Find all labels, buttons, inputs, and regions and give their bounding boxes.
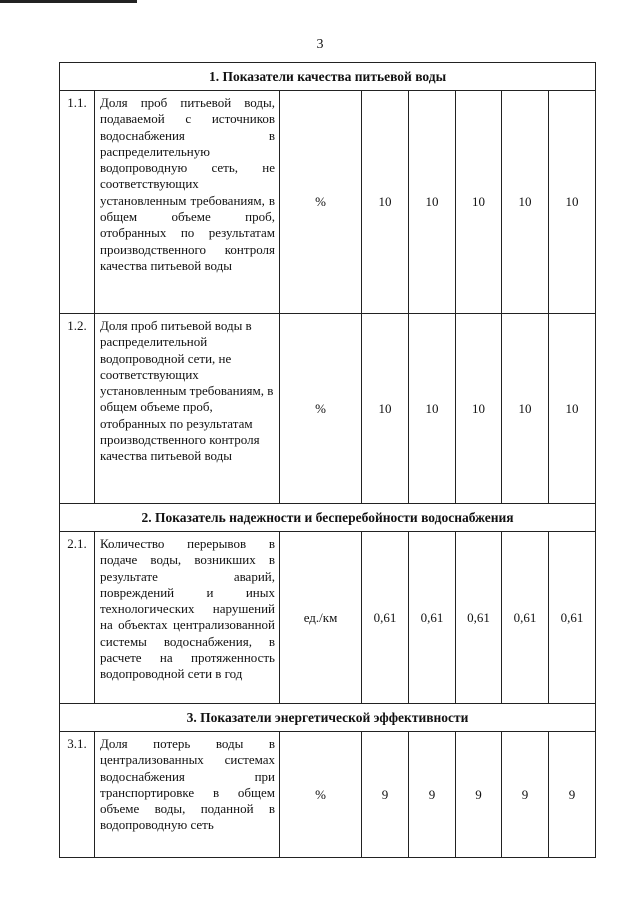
- row-unit: %: [280, 314, 362, 504]
- row-unit: %: [280, 732, 362, 858]
- row-number: 3.1.: [60, 732, 95, 858]
- row-value: 10: [502, 91, 549, 314]
- section-header-row: [60, 504, 596, 532]
- row-value: 0,61: [456, 532, 502, 704]
- row-description: Доля проб питьевой воды в распределительной водопроводной сети, не соответствующих установленным требованиям, в общем объеме проб, отобранных по результатам производственного контроля качества питьевой воды: [95, 314, 280, 504]
- row-value: 9: [456, 732, 502, 858]
- section-title: 3. Показатели энергетической эффективности: [60, 704, 596, 732]
- row-value: 10: [549, 314, 596, 504]
- row-value: 9: [409, 732, 456, 858]
- table-row: [60, 314, 596, 504]
- row-value: 10: [549, 91, 596, 314]
- row-value: 0,61: [502, 532, 549, 704]
- table-row: [60, 732, 596, 858]
- table-row: [60, 91, 596, 314]
- row-value: 0,61: [409, 532, 456, 704]
- row-unit: ед./км: [280, 532, 362, 704]
- row-value: 9: [362, 732, 409, 858]
- row-description: Доля потерь воды в централизованных системах водоснабжения при транспортировке в общем объеме воды, поданной в водопроводную сеть: [95, 732, 280, 858]
- row-value: 10: [362, 314, 409, 504]
- section-title: 1. Показатели качества питьевой воды: [60, 63, 596, 91]
- row-value: 10: [362, 91, 409, 314]
- row-value: 10: [409, 314, 456, 504]
- row-value: 10: [456, 91, 502, 314]
- table-row: [60, 532, 596, 704]
- page-number: 3: [316, 37, 324, 52]
- row-value: 10: [456, 314, 502, 504]
- section-header-row: [60, 63, 596, 91]
- row-value: 0,61: [549, 532, 596, 704]
- row-unit: %: [280, 91, 362, 314]
- header-rule: [0, 0, 137, 3]
- section-header-row: [60, 704, 596, 732]
- row-number: 2.1.: [60, 532, 95, 704]
- row-value: 10: [409, 91, 456, 314]
- row-value: 9: [549, 732, 596, 858]
- indicators-table: [59, 62, 596, 858]
- row-value: 0,61: [362, 532, 409, 704]
- section-title: 2. Показатель надежности и бесперебойности водоснабжения: [60, 504, 596, 532]
- row-value: 9: [502, 732, 549, 858]
- row-description: Доля проб питьевой воды, подаваемой с источников водоснабжения в распределительную водопроводную сеть, не соответствующих установленным требованиям, в общем объеме проб, отобранных по результатам производственного контроля качества питьевой воды: [95, 91, 280, 314]
- row-number: 1.2.: [60, 314, 95, 504]
- row-number: 1.1.: [60, 91, 95, 314]
- row-description: Количество перерывов в подаче воды, возникших в результате аварий, повреждений и иных технологических нарушений на объектах централизованной системы водоснабжения, в расчете на протяженность водопроводной сети в год: [95, 532, 280, 704]
- row-value: 10: [502, 314, 549, 504]
